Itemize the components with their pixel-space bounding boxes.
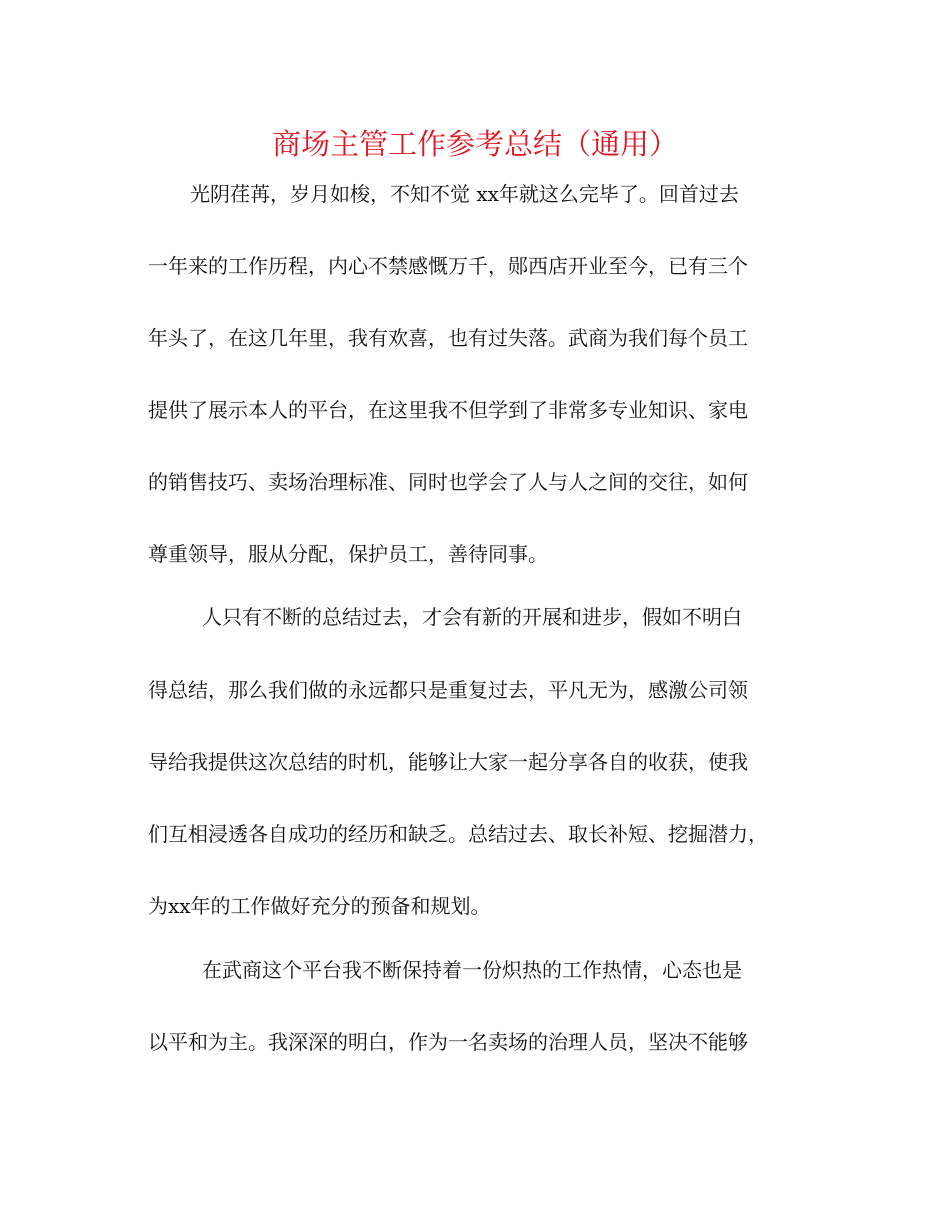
paragraph-line: 以平和为主。我深深的明白，作为一名卖场的治理人员，坚决不能够 <box>148 1030 748 1054</box>
paragraph-line: 导给我提供这次总结的时机，能够让大家一起分享各自的收获，使我 <box>148 750 748 774</box>
paragraph-line: 们互相浸透各自成功的经历和缺乏。总结过去、取长补短、挖掘潜力， <box>148 822 768 846</box>
paragraph-line: 为xx年的工作做好充分的预备和规划。 <box>148 894 491 918</box>
paragraph-line: 的销售技巧、卖场治理标准、同时也学会了人与人之间的交往，如何 <box>148 470 748 494</box>
paragraph-line: 尊重领导，服从分配，保护员工，善待同事。 <box>148 542 548 566</box>
paragraph-line: 得总结，那么我们做的永远都只是重复过去，平凡无为，感激公司领 <box>148 678 748 702</box>
paragraph-line: 在武商这个平台我不断保持着一份炽热的工作热情，心态也是 <box>202 958 742 982</box>
paragraph-line: 年头了，在这几年里，我有欢喜，也有过失落。武商为我们每个员工 <box>148 326 748 350</box>
document-title: 商场主管工作参考总结（通用） <box>271 127 678 161</box>
paragraph-line: 提供了展示本人的平台，在这里我不但学到了非常多专业知识、家电 <box>148 398 748 422</box>
paragraph-line: 人只有不断的总结过去，才会有新的开展和进步，假如不明白 <box>202 605 742 629</box>
paragraph-line: 光阴荏苒，岁月如梭，不知不觉 xx年就这么完毕了。回首过去 <box>190 182 739 206</box>
paragraph-line: 一年来的工作历程，内心不禁感慨万千，郧西店开业至今，已有三个 <box>148 254 748 278</box>
